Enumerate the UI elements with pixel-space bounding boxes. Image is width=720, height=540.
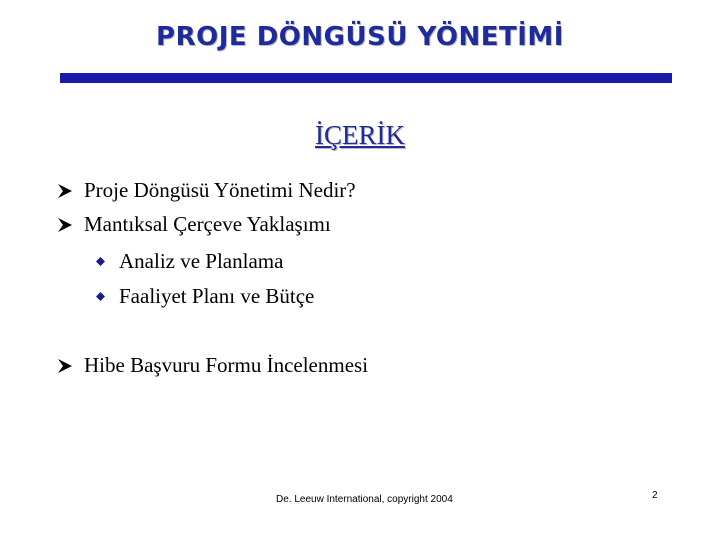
title-underline-bar <box>60 73 672 83</box>
page-number: 2 <box>652 490 658 501</box>
bullet-text: Mantıksal Çerçeve Yaklaşımı <box>84 212 331 236</box>
diamond-bullet-icon <box>96 292 105 301</box>
arrow-bullet-icon <box>58 184 72 198</box>
bullet-text: Hibe Başvuru Formu İncelenmesi <box>84 353 369 377</box>
arrow-bullet-icon <box>58 359 72 373</box>
sub-bullet-item <box>96 249 283 274</box>
bullet-item <box>58 178 356 203</box>
arrow-bullet-icon <box>58 218 72 232</box>
sub-bullet-item <box>96 284 314 309</box>
section-heading: İÇERİK <box>315 120 405 150</box>
bullet-item <box>58 212 331 237</box>
bullet-item <box>58 353 368 378</box>
bullet-text: Proje Döngüsü Yönetimi Nedir? <box>84 178 356 202</box>
slide-title: PROJE DÖNGÜSÜ YÖNETİMİ <box>156 22 564 52</box>
sub-bullet-text: Faaliyet Planı ve Bütçe <box>119 284 315 308</box>
sub-bullet-text: Analiz ve Planlama <box>119 249 284 273</box>
diamond-bullet-icon <box>96 257 105 266</box>
footer-copyright: De. Leeuw International, copyright 2004 <box>276 494 453 505</box>
